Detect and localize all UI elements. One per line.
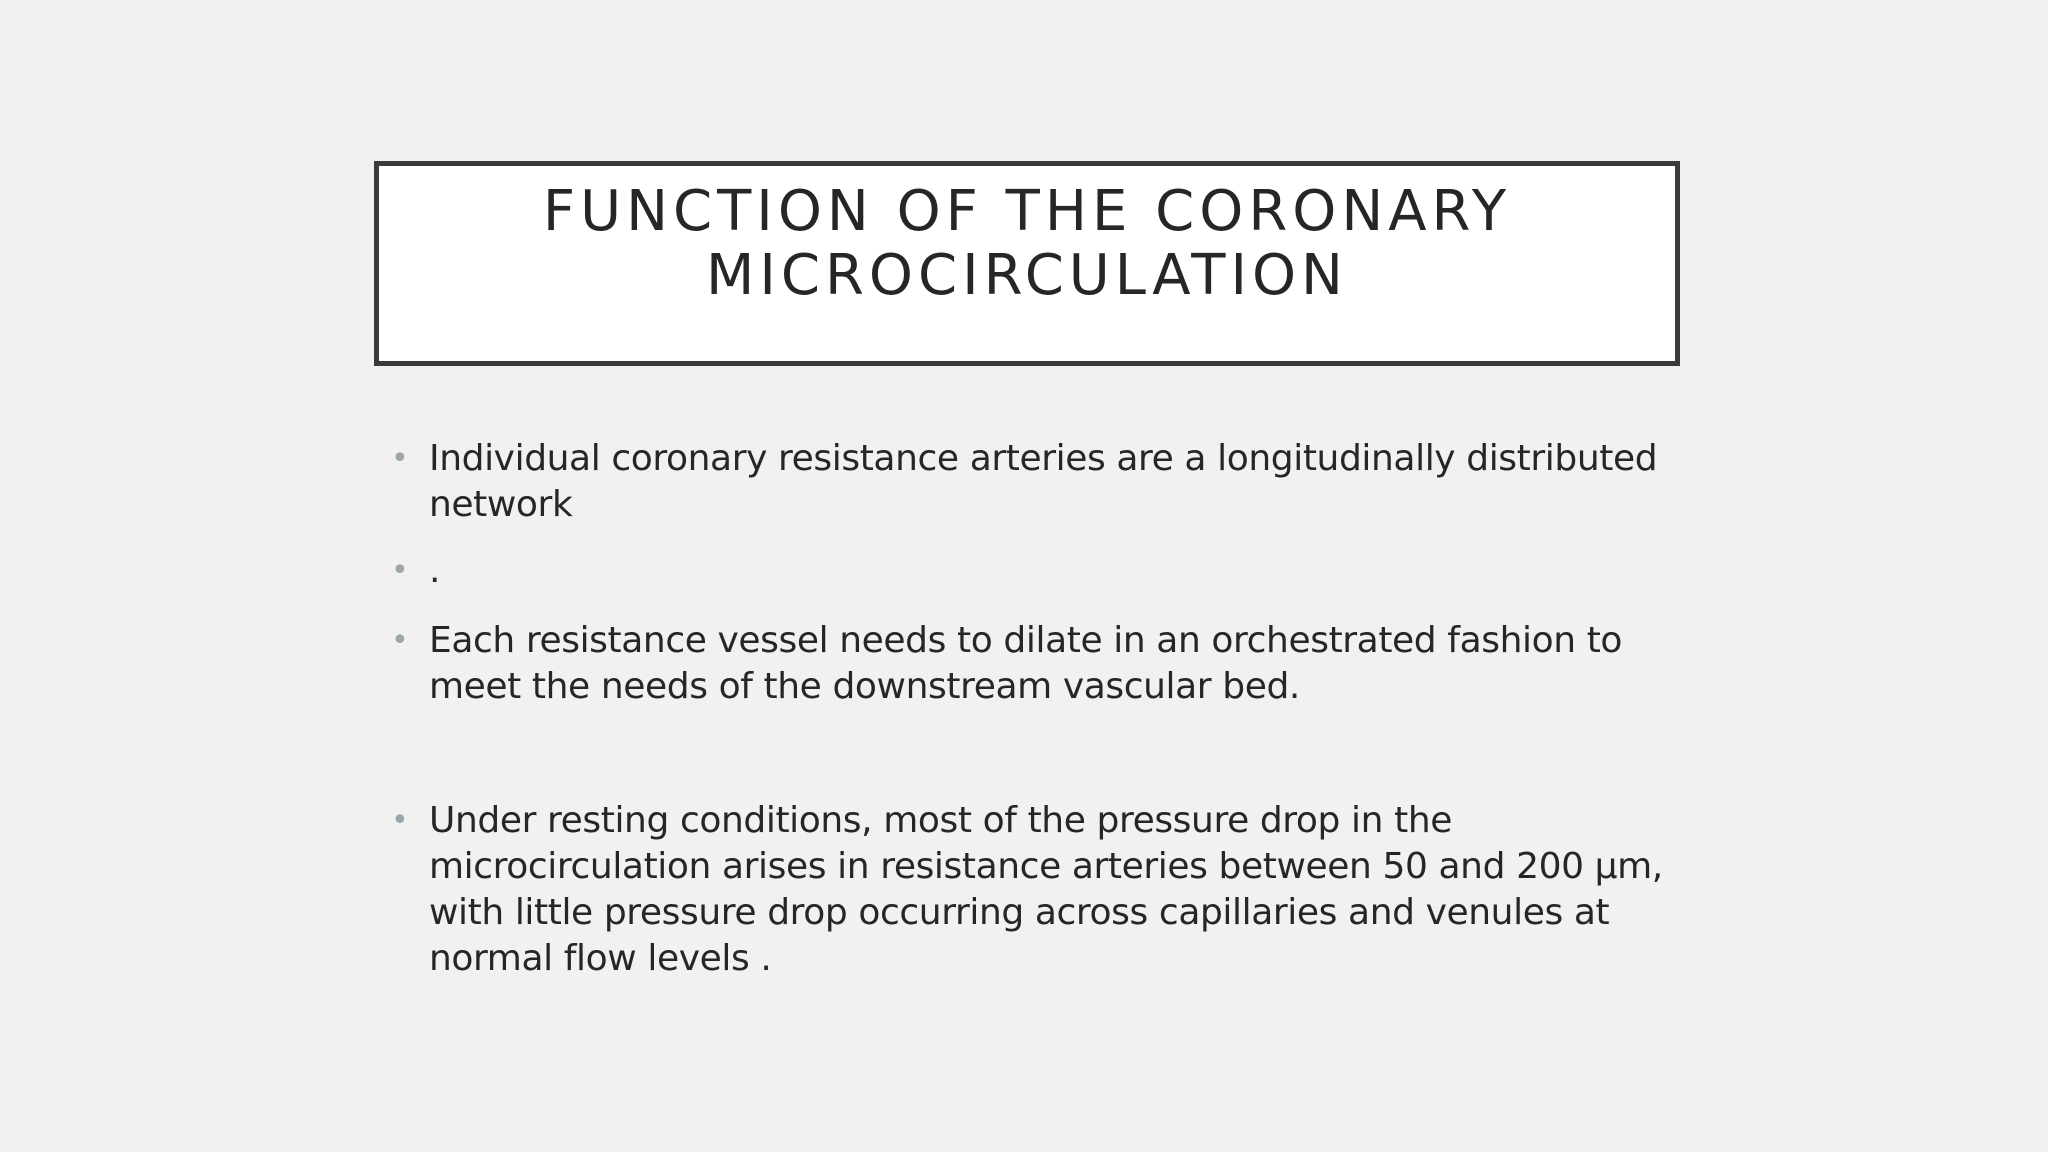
slide-title-line-2: MICROCIRCULATION xyxy=(706,243,1348,308)
bullet-item xyxy=(385,618,1675,710)
bullet-item xyxy=(385,436,1675,528)
bullet-item xyxy=(385,548,1675,594)
bullet-dot-icon: • xyxy=(391,441,409,476)
bullet-text: . xyxy=(429,550,441,591)
bullet-list xyxy=(385,436,1675,982)
bullet-dot-icon: • xyxy=(391,553,409,588)
title-box xyxy=(374,161,1680,366)
bullet-text: Each resistance vessel needs to dilate in an orchestrated fashion to meet the needs of the downstream vascular bed. xyxy=(429,620,1623,707)
bullet-dot-icon: • xyxy=(391,623,409,658)
slide-title-line-1: FUNCTION OF THE CORONARY xyxy=(542,179,1512,244)
bullet-text: Under resting conditions, most of the pressure drop in the microcirculation arises in resistance arteries between 50 and 200 µm, with little pressure drop occurring across capillaries and venules at normal flow levels . xyxy=(429,800,1663,979)
bullet-text: Individual coronary resistance arteries are a longitudinally distributed network xyxy=(429,438,1658,525)
bullet-item xyxy=(385,798,1675,982)
slide-title xyxy=(543,166,1511,308)
bullet-dot-icon: • xyxy=(391,803,409,838)
